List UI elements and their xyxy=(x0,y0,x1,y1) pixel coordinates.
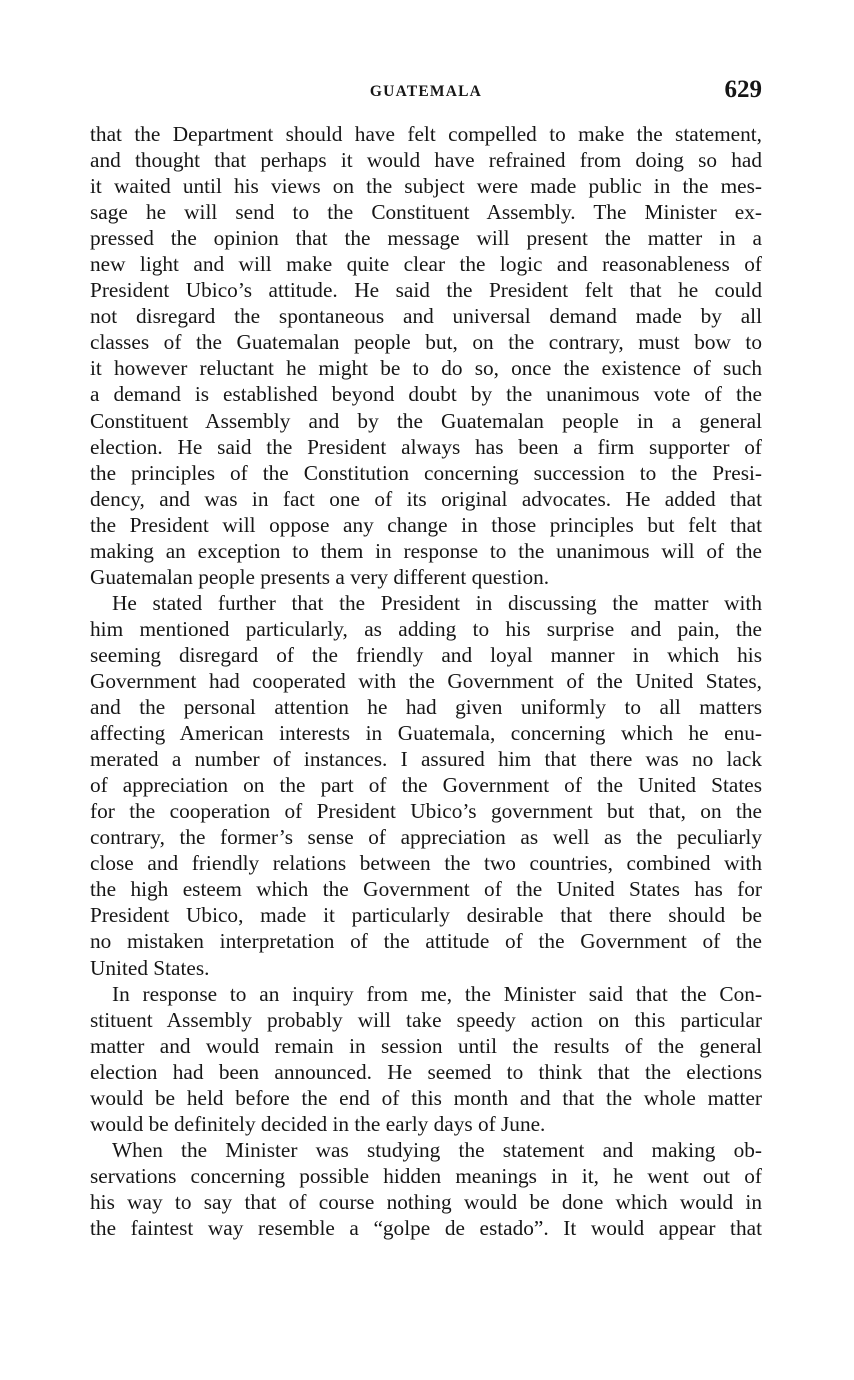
text-line: making an exception to them in response to the unanimous will of the xyxy=(90,538,762,563)
text-line: President Ubico’s attitude. He said the President felt that he could xyxy=(90,278,762,303)
text-line: servations concerning possible hidden meanings in it, he went out of xyxy=(90,1163,762,1188)
text-line: matter and would remain in session until the results of the general xyxy=(90,1033,762,1058)
text-line: the faintest way resemble a “golpe de estado”. It would appear that xyxy=(90,1215,762,1240)
text-line: the high esteem which the Government of the United States has for xyxy=(90,877,762,902)
text-line: and thought that perhaps it would have refrained from doing so had xyxy=(90,148,762,173)
text-line: seeming disregard of the friendly and loyal manner in which his xyxy=(90,642,762,667)
text-line: it however reluctant he might be to do so, once the existence of such xyxy=(90,356,762,381)
text-line: election. He said the President always has been a firm supporter of xyxy=(90,434,762,459)
paragraph-last-line: Guatemalan people presents a very different question. xyxy=(90,564,550,589)
paragraph-first-line: In response to an inquiry from me, the Minister said that the Con- xyxy=(112,981,762,1006)
body-text xyxy=(90,121,762,1241)
text-line: no mistaken interpretation of the attitude of the Government of the xyxy=(90,929,762,954)
text-line: dency, and was in fact one of its original advocates. He added that xyxy=(90,486,762,511)
text-line: would be held before the end of this month and that the whole matter xyxy=(90,1085,762,1110)
text-line: for the cooperation of President Ubico’s government but that, on the xyxy=(90,799,762,824)
paragraph-last-line: would be definitely decided in the early days of June. xyxy=(90,1111,546,1136)
running-title: GUATEMALA xyxy=(369,83,483,100)
text-line: President Ubico, made it particularly desirable that there should be xyxy=(90,903,762,928)
page-number: 629 xyxy=(724,76,762,103)
text-line: affecting American interests in Guatemala, concerning which he enu- xyxy=(90,721,762,746)
text-line: it waited until his views on the subject were made public in the mes- xyxy=(90,174,762,199)
text-line: election had been announced. He seemed to think that the elections xyxy=(90,1059,762,1084)
text-line: close and friendly relations between the two countries, combined with xyxy=(90,851,762,876)
text-line: and the personal attention he had given uniformly to all matters xyxy=(90,695,762,720)
text-line: classes of the Guatemalan people but, on the contrary, must bow to xyxy=(90,330,762,355)
running-header xyxy=(90,76,762,110)
text-line: of appreciation on the part of the Government of the United States xyxy=(90,773,762,798)
paragraph-first-line: He stated further that the President in discussing the matter with xyxy=(112,590,762,615)
paragraph-last-line: United States. xyxy=(90,955,210,980)
text-line: the principles of the Constitution concerning succession to the Presi- xyxy=(90,460,762,485)
text-line: the President will oppose any change in those principles but felt that xyxy=(90,512,762,537)
text-line: sage he will send to the Constituent Assembly. The Minister ex- xyxy=(90,200,762,225)
text-line: Constituent Assembly and by the Guatemalan people in a general xyxy=(90,408,762,433)
text-line: him mentioned particularly, as adding to his surprise and pain, the xyxy=(90,616,762,641)
text-line: that the Department should have felt compelled to make the statement, xyxy=(90,122,762,146)
text-line: new light and will make quite clear the logic and reasonableness of xyxy=(90,252,762,277)
text-line: contrary, the former’s sense of appreciation as well as the peculiarly xyxy=(90,825,762,850)
text-line: stituent Assembly probably will take speedy action on this particular xyxy=(90,1007,762,1032)
text-line: his way to say that of course nothing would be done which would in xyxy=(90,1189,762,1214)
text-line: not disregard the spontaneous and universal demand made by all xyxy=(90,304,762,329)
paragraph-first-line: When the Minister was studying the statement and making ob- xyxy=(112,1137,762,1162)
text-line: Government had cooperated with the Government of the United States, xyxy=(90,668,762,693)
text-line: a demand is established beyond doubt by the unanimous vote of the xyxy=(90,382,762,407)
text-line: pressed the opinion that the message will present the matter in a xyxy=(90,226,762,251)
text-line: merated a number of instances. I assured him that there was no lack xyxy=(90,747,762,772)
